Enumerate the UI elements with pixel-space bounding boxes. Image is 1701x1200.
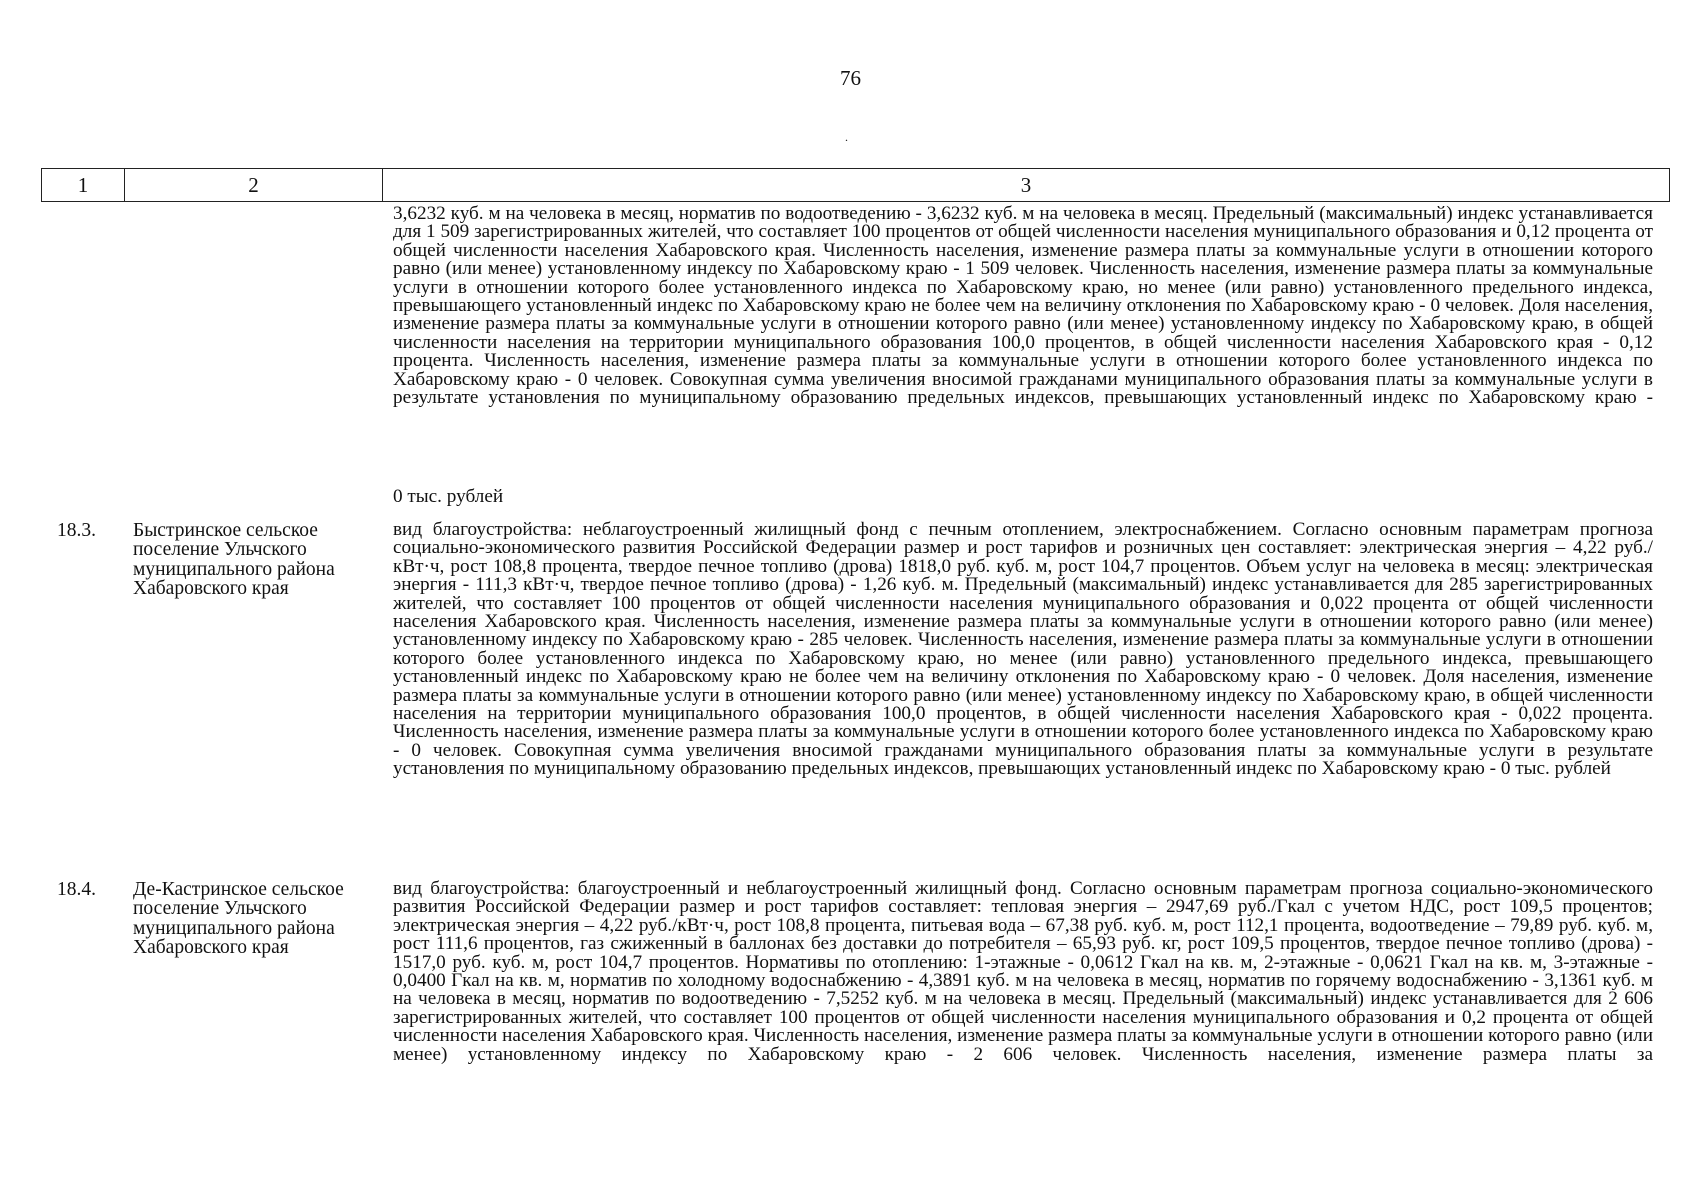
row-name-18-3: Быстринское сельское поселение Ульчского муниципального района Хабаровского края xyxy=(133,520,335,600)
stray-dot: . xyxy=(845,130,848,144)
row-number-18-4: 18.4. xyxy=(57,879,96,900)
continuation-text: 3,6232 куб. м на человека в месяц, норматив по водоотведению - 3,6232 куб. м на человека в месяц. Предельный (максимальный) индекс устанавливается для 1 509 зарегистрированных жителей, что составляет 100 процентов от общей численности населения муниципального образования и 0,12 процента от общей численности населения Хабаровского края. Численность населения, изменение размера платы за коммунальные услуги в отношении которого равно (или менее) установленному индексу по Хабаровскому краю - 1 509 человек. Численность населения, изменение размера платы за коммунальные услуги в отношении которого более установленного индекса по Хабаровскому краю, но менее (или равно) установленного предельного индекса, превышающего установленный индекс по Хабаровскому краю не более чем на величину отклонения по Хабаровскому краю - 0 человек. Доля населения, изменение размера платы за коммунальные услуги в отношении которого равно (или менее) установленному индексу по Хабаровскому краю, в общей численности населения на территории муниципального образования 100,0 процентов, в общей численности населения Хабаровского края - 0,12 процента. Численность населения, изменение размера платы за коммунальные услуги в отношении которого более установленного индекса по Хабаровскому краю - 0 человек. Совокупная сумма увеличения вносимой гражданами муниципального образования платы за коммунальные услуги в результате установления по муниципальному образованию предельных индексов, превышающих установленный индекс по Хабаровскому краю - xyxy=(393,203,1653,409)
row-text-18-3: вид благоустройства: неблагоустроенный жилищный фонд с печным отоплением, электроснабжением. Согласно основным параметрам прогноза социально-экономического развития Российской Федерации размер и рост тарифов и розничных цен составляет: электрическая энергия – 4,22 руб./кВт·ч, рост 108,8 процента, твердое печное топливо (дрова) 1818,0 руб. куб. м, рост 104,7 процентов. Объем услуг на человека в месяц: электрическая энергия - 111,3 кВт·ч, твердое печное топливо (дрова) - 1,26 куб. м. Предельный (максимальный) индекс устанавливается для 285 зарегистрированных жителей, что составляет 100 процентов от общей численности населения муниципального образования и 0,022 процента от общей численности населения Хабаровского края. Численность населения, изменение размера платы за коммунальные услуги в отношении которого равно (или менее) установленному индексу по Хабаровскому краю - 285 человек. Численность населения, изменение размера платы за коммунальные услуги в отношении которого более установленного индекса по Хабаровскому краю, но менее (или равно) установленного предельного индекса, превышающего установленный индекс по Хабаровскому краю не более чем на величину отклонения по Хабаровскому краю - 0 человек. Доля населения, изменение размера платы за коммунальные услуги в отношении которого равно (или менее) установленному индексу по Хабаровскому краю, в общей численности населения на территории муниципального образования 100,0 процентов, в общей численности населения Хабаровского края - 0,022 процента. Численность населения, изменение размера платы за коммунальные услуги в отношении которого более установленного индекса по Хабаровскому краю - 0 человек. Совокупная сумма увеличения вносимой гражданами муниципального образования платы за коммунальные услуги в результате установления по муниципальному образованию предельных индексов, превышающих установленный индекс по Хабаровскому краю - 0 тыс. рублей xyxy=(393,519,1653,780)
page-number: 76 xyxy=(840,66,861,90)
column-header-2: 2 xyxy=(125,169,383,202)
column-header-table xyxy=(41,168,1670,202)
column-header-3: 3 xyxy=(383,169,1670,202)
row-number-18-3: 18.3. xyxy=(57,520,96,541)
column-header-1: 1 xyxy=(42,169,125,202)
row-name-18-4: Де-Кастринское сельское поселение Ульчского муниципального района Хабаровского края xyxy=(133,879,344,959)
row-text-18-4: вид благоустройства: благоустроенный и неблагоустроенный жилищный фонд. Согласно основным параметрам прогноза социально-экономического развития Российской Федерации размер и рост тарифов составляет: тепловая энергия – 2947,69 руб./Гкал с учетом НДС, рост 109,5 процентов; электрическая энергия – 4,22 руб./кВт·ч, рост 108,8 процента, питьевая вода – 67,38 руб. куб. м, рост 112,1 процента, водоотведение – 79,89 руб. куб. м, рост 111,6 процентов, газ сжиженный в баллонах без доставки до потребителя – 65,93 руб. кг, рост 109,5 процентов, твердое печное топливо (дрова) - 1517,0 руб. куб. м, рост 104,7 процентов. Нормативы по отоплению: 1-этажные - 0,0612 Гкал на кв. м, 2-этажные - 0,0621 Гкал на кв. м, 3-этажные - 0,0400 Гкал на кв. м, норматив по холодному водоснабжению - 4,3891 куб. м на человека в месяц, норматив по горячему водоснабжению - 3,1361 куб. м на человека в месяц, норматив по водоотведению - 7,5252 куб. м на человека в месяц. Предельный (максимальный) индекс устанавливается для 2 606 зарегистрированных жителей, что составляет 100 процентов от общей численности населения муниципального образования и 0,2 процента от общей численности населения Хабаровского края. Численность населения, изменение размера платы за коммунальные услуги в отношении которого равно (или менее) установленному индексу по Хабаровскому краю - 2 606 человек. Численность населения, изменение размера платы за xyxy=(393,878,1653,1065)
continuation-tail: 0 тыс. рублей xyxy=(393,486,504,507)
